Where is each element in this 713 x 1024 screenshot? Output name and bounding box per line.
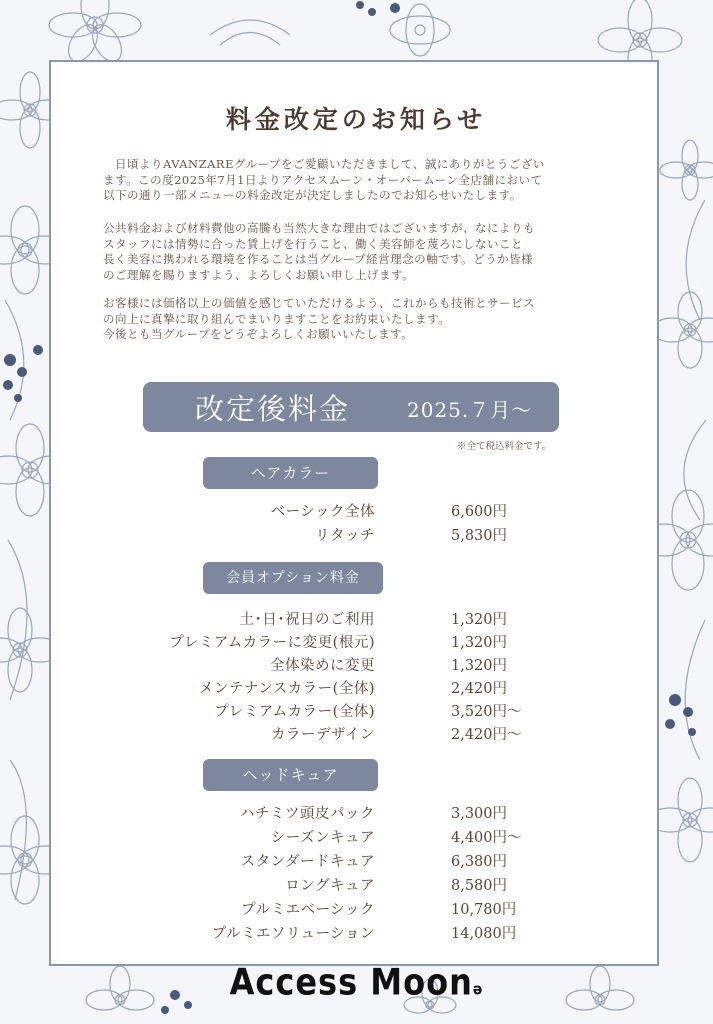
price-item-value: 5,830円 bbox=[451, 528, 508, 544]
banner-title: 改定後料金 bbox=[195, 392, 351, 426]
section-header-member-options: 会員オプション料金 bbox=[203, 562, 383, 594]
notice-card bbox=[49, 60, 659, 966]
price-item-label: スタンダードキュア bbox=[240, 854, 375, 870]
reason-line: 公共料金および材料費他の高騰も当然大きな理由ではございますが、なによりも bbox=[103, 221, 535, 235]
price-item-label: リタッチ bbox=[315, 528, 375, 544]
price-item-value: 6,600円 bbox=[451, 504, 508, 520]
closing-line: お客様には価格以上の価値を感じていただけるよう、これからも技術とサービス bbox=[103, 296, 535, 310]
price-item-value: 2,420円〜 bbox=[451, 727, 522, 743]
price-item-value: 1,320円 bbox=[451, 635, 508, 651]
intro-line: 以下の通り一部メニューの料金改定が決定しましたのでお知らせいたします。 bbox=[103, 188, 522, 202]
reason-line: スタッフには情勢に合った賃上げを行うこと、働く美容師を蔑ろにしないこと bbox=[103, 236, 523, 251]
reason-line: のご理解を賜りますよう、よろしくお願い申し上げます。 bbox=[103, 267, 415, 282]
reason-paragraph bbox=[103, 221, 623, 283]
reason-line: 長く美容に携われる環境を作ることは当グループ経営理念の軸です。どうか皆様 bbox=[103, 252, 534, 266]
price-item-label: 全体染めに変更 bbox=[270, 658, 375, 674]
price-item-value: 8,580円 bbox=[451, 878, 508, 894]
price-item-value: 14,080円 bbox=[451, 926, 517, 942]
price-item-value: 2,420円 bbox=[451, 681, 508, 697]
section-header-head-cure: ヘッドキュア bbox=[203, 759, 378, 791]
price-item-value: 6,380円 bbox=[451, 854, 508, 870]
closing-line: の向上に真摯に取り組んでまいりますことをお約束いたします。 bbox=[103, 311, 451, 326]
price-item-value: 3,520円〜 bbox=[451, 704, 522, 720]
price-item-value: 3,300円 bbox=[451, 806, 508, 822]
section-header-hair-color: ヘアカラー bbox=[203, 457, 378, 489]
intro-line: 日頃よりAVANZAREグループをご愛顧いただきまして、誠にありがとうござい bbox=[103, 157, 545, 171]
revised-price-banner bbox=[143, 382, 559, 432]
brand-logo-mark: ə bbox=[472, 980, 484, 1000]
price-item-label: プルミエソリューション bbox=[211, 926, 375, 942]
brand-logo-text: Access Moon bbox=[229, 960, 473, 1004]
intro-line: ます。この度2025年7月1日よりアクセスムーン・オーバームーン全店舗において bbox=[103, 172, 543, 187]
price-item-label: カラーデザイン bbox=[271, 727, 375, 743]
price-item-value: 1,320円 bbox=[451, 612, 508, 628]
page-title: 料金改定のお知らせ bbox=[225, 105, 487, 134]
intro-paragraph bbox=[103, 157, 623, 204]
price-item-label: 土･日･祝日のご利用 bbox=[239, 612, 375, 628]
price-item-value: 10,780円 bbox=[451, 902, 517, 918]
price-item-value: 1,320円 bbox=[451, 658, 508, 674]
price-item-label: プレミアムカラー(全体) bbox=[214, 704, 375, 720]
price-item-label: シーズンキュア bbox=[270, 830, 375, 846]
price-item-label: ロングキュア bbox=[285, 878, 375, 894]
brand-logo bbox=[0, 960, 713, 1004]
banner-date: 2025.７月〜 bbox=[407, 398, 533, 422]
price-item-label: プルミエベーシック bbox=[241, 902, 375, 918]
price-item-value: 4,400円〜 bbox=[451, 830, 522, 846]
price-item-label: ベーシック全体 bbox=[270, 504, 375, 520]
price-item-label: メンテナンスカラー(全体) bbox=[198, 681, 375, 697]
closing-line: 今後とも当グループをどうぞよろしくお願いいたします。 bbox=[103, 327, 414, 341]
closing-paragraph bbox=[103, 296, 623, 343]
tax-note: ※全て税込料金です。 bbox=[457, 441, 552, 452]
price-item-label: プレミアムカラーに変更(根元) bbox=[169, 635, 375, 651]
price-item-label: ハチミツ頭皮パック bbox=[240, 806, 375, 822]
